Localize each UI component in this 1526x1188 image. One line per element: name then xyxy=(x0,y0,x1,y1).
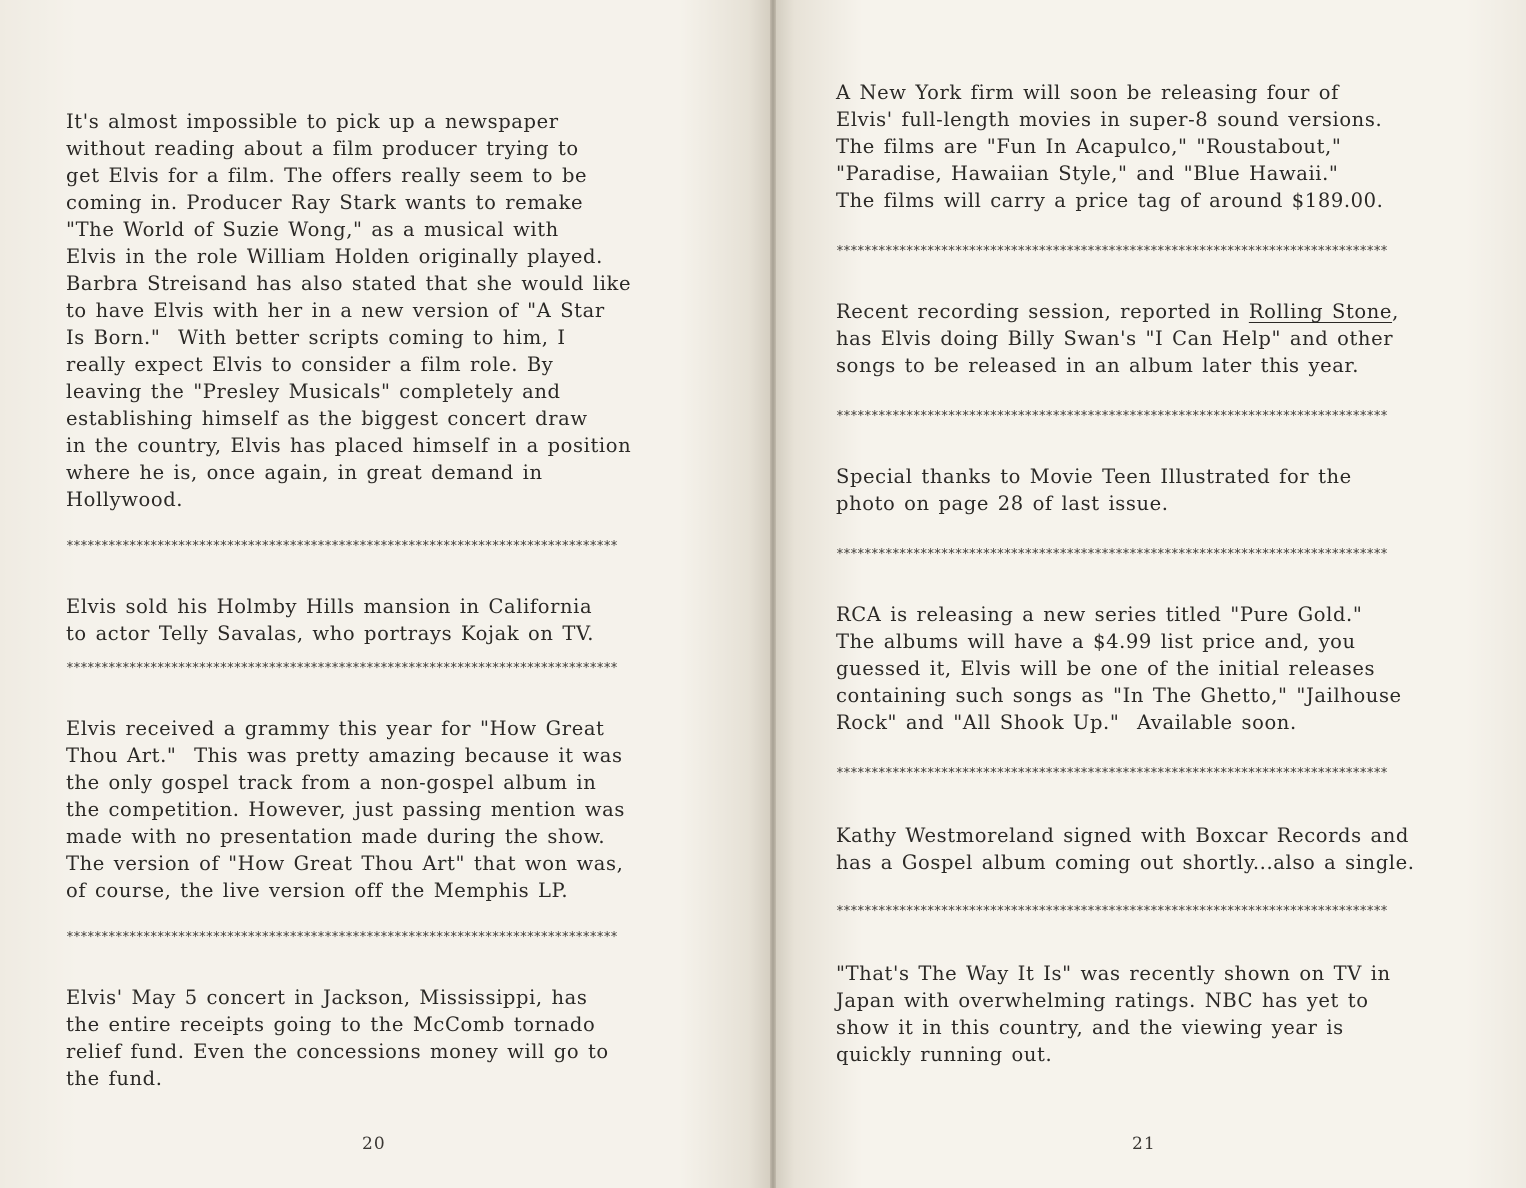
text-line: The films will carry a price tag of around $189.00. xyxy=(836,189,1384,212)
rolling-stone-underlined: Rolling Stone xyxy=(1248,300,1393,323)
text-line: Kathy Westmoreland signed with Boxcar Records and xyxy=(836,824,1409,847)
asterisk-separator: ******************************************************************************* xyxy=(66,661,618,676)
text-line: Elvis received a grammy this year for "How Great xyxy=(66,717,605,740)
article-super8-movies xyxy=(836,79,1506,214)
text-line xyxy=(836,298,1506,325)
asterisk-separator: ******************************************************************************* xyxy=(66,539,618,554)
text-line: Rock" and "All Shook Up." Available soon. xyxy=(836,711,1297,734)
text-line: Special thanks to Movie Teen Illustrated for the xyxy=(836,465,1352,488)
text-line: made with no presentation made during the show. xyxy=(66,825,606,848)
text-line: Japan with overwhelming ratings. NBC has yet to xyxy=(836,989,1369,1012)
article-mansion-sale xyxy=(66,593,706,647)
right-column xyxy=(836,79,1506,1068)
article-film-offers xyxy=(66,108,706,513)
article-jackson-concert xyxy=(66,984,706,1092)
asterisk-separator: ******************************************************************************* xyxy=(836,409,1388,424)
text-line: without reading about a film producer trying to xyxy=(66,137,579,160)
article-thats-the-way xyxy=(836,960,1506,1068)
text-segment: Recent recording session, reported in xyxy=(836,300,1249,323)
text-line: RCA is releasing a new series titled "Pure Gold." xyxy=(836,603,1363,626)
asterisk-separator: ******************************************************************************* xyxy=(836,904,1388,919)
text-line: The version of "How Great Thou Art" that won was, xyxy=(66,852,624,875)
text-line: A New York firm will soon be releasing four of xyxy=(836,81,1339,104)
page-number: 21 xyxy=(1132,1134,1156,1154)
text-line: "Paradise, Hawaiian Style," and "Blue Hawaii." xyxy=(836,162,1339,185)
text-line: coming in. Producer Ray Stark wants to remake xyxy=(66,191,584,214)
text-line: the only gospel track from a non-gospel album in xyxy=(66,771,597,794)
text-line: the competition. However, just passing mention was xyxy=(66,798,625,821)
text-line: to actor Telly Savalas, who portrays Kojak on TV. xyxy=(66,622,595,645)
text-line: has a Gospel album coming out shortly...also a single. xyxy=(836,851,1415,874)
text-line: of course, the live version off the Memphis LP. xyxy=(66,879,569,902)
left-column xyxy=(66,108,706,1092)
article-pure-gold xyxy=(836,601,1506,736)
article-westmoreland xyxy=(836,822,1506,876)
asterisk-separator: ******************************************************************************* xyxy=(836,766,1388,781)
text-line: where he is, once again, in great demand in xyxy=(66,461,543,484)
text-line: establishing himself as the biggest concert draw xyxy=(66,407,588,430)
page-number: 20 xyxy=(362,1134,386,1154)
text-line: Hollywood. xyxy=(66,488,184,511)
text-line: show it in this country, and the viewing year is xyxy=(836,1016,1344,1039)
text-line: Is Born." With better scripts coming to him, I xyxy=(66,326,566,349)
text-line: get Elvis for a film. The offers really seem to be xyxy=(66,164,588,187)
asterisk-separator: ******************************************************************************* xyxy=(836,547,1388,562)
text-line: to have Elvis with her in a new version of "A Star xyxy=(66,299,605,322)
text-line: leaving the "Presley Musicals" completely and xyxy=(66,380,561,403)
text-segment: , xyxy=(1392,300,1399,323)
text-line: photo on page 28 of last issue. xyxy=(836,492,1169,515)
page-21 xyxy=(772,0,1526,1188)
text-line: It's almost impossible to pick up a newspaper xyxy=(66,110,559,133)
text-line: "The World of Suzie Wong," as a musical with xyxy=(66,218,559,241)
asterisk-separator: ******************************************************************************* xyxy=(836,244,1388,259)
asterisk-separator: ******************************************************************************* xyxy=(66,930,618,945)
text-line: in the country, Elvis has placed himself in a position xyxy=(66,434,632,457)
article-special-thanks xyxy=(836,463,1506,517)
book-gutter xyxy=(770,0,776,1188)
text-line: has Elvis doing Billy Swan's "I Can Help" and other xyxy=(836,327,1394,350)
text-line: The albums will have a $4.99 list price and, you xyxy=(836,630,1356,653)
text-line: Thou Art." This was pretty amazing because it was xyxy=(66,744,623,767)
text-line: guessed it, Elvis will be one of the initial releases xyxy=(836,657,1376,680)
article-recording-session xyxy=(836,298,1506,379)
article-grammy xyxy=(66,715,706,904)
text-line: really expect Elvis to consider a film role. By xyxy=(66,353,554,376)
text-line: The films are "Fun In Acapulco," "Roustabout," xyxy=(836,135,1342,158)
text-line: containing such songs as "In The Ghetto," "Jailhouse xyxy=(836,684,1402,707)
text-line: songs to be released in an album later this year. xyxy=(836,354,1360,377)
text-line: the entire receipts going to the McComb tornado xyxy=(66,1013,596,1036)
text-line: Elvis' May 5 concert in Jackson, Mississippi, has xyxy=(66,986,588,1009)
text-line: the fund. xyxy=(66,1067,163,1090)
text-line: Elvis in the role William Holden originally played. xyxy=(66,245,603,268)
text-line: Elvis sold his Holmby Hills mansion in California xyxy=(66,595,593,618)
text-line: quickly running out. xyxy=(836,1043,1053,1066)
text-line: Barbra Streisand has also stated that she would like xyxy=(66,272,632,295)
text-line: relief fund. Even the concessions money will go to xyxy=(66,1040,609,1063)
text-line: "That's The Way It Is" was recently shown on TV in xyxy=(836,962,1391,985)
text-line: Elvis' full-length movies in super-8 sound versions. xyxy=(836,108,1383,131)
